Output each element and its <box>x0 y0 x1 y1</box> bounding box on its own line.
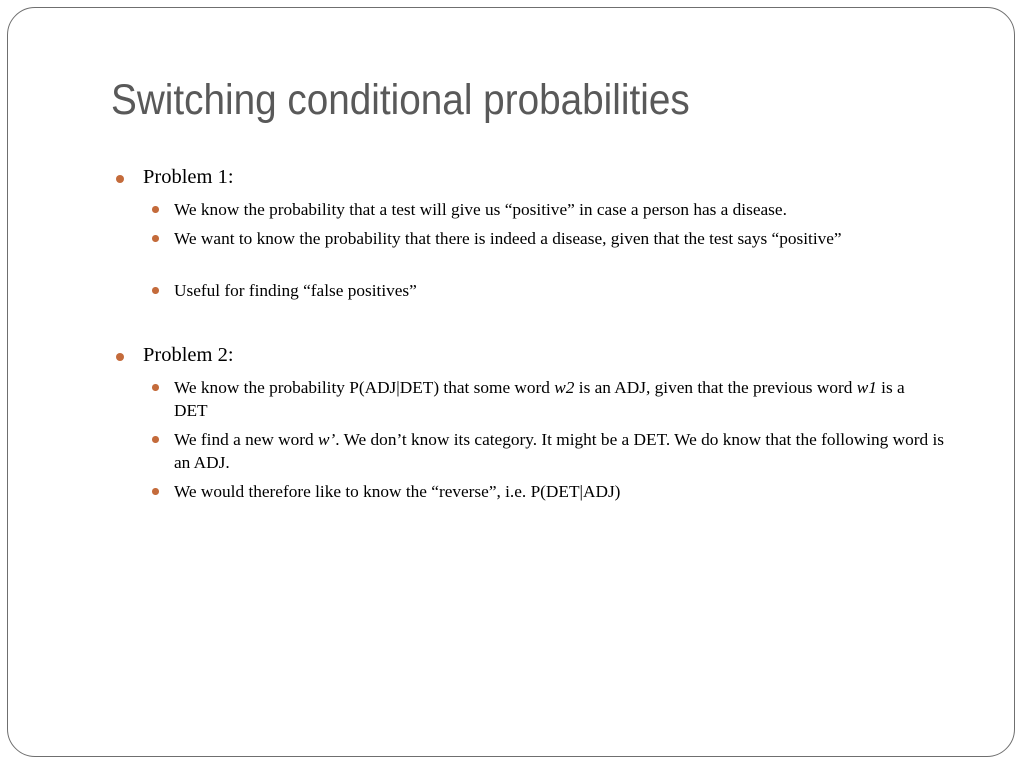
problem-2-heading: Problem 2: <box>143 344 234 366</box>
list-item: We want to know the probability that there is indeed a disease, given that the test says “positive” <box>174 229 842 248</box>
bullet-icon <box>152 287 159 294</box>
list-item: We would therefore like to know the “reverse”, i.e. P(DET|ADJ) <box>174 482 621 501</box>
bullet-icon <box>152 436 159 443</box>
list-item-text: We find a new word <box>174 430 319 449</box>
list-item <box>174 428 964 474</box>
bullet-icon <box>116 353 124 361</box>
variable-w1: w1 <box>856 378 877 397</box>
list-item-text: . We don’t know its category. It might be a DET. We do know that the following word is an ADJ. <box>174 430 944 472</box>
list-item-text: is a DET <box>174 378 905 420</box>
bullet-icon <box>152 488 159 495</box>
bullet-icon <box>152 384 159 391</box>
variable-w2: w2 <box>554 378 575 397</box>
list-item-text: is an ADJ, given that the previous word <box>574 378 857 397</box>
bullet-icon <box>152 235 159 242</box>
list-item-text: We know the probability P(ADJ|DET) that some word <box>174 378 555 397</box>
list-item: We know the probability that a test will give us “positive” in case a person has a disease. <box>174 200 787 219</box>
list-item: Useful for finding “false positives” <box>174 281 417 300</box>
variable-w-prime: w’ <box>318 430 336 449</box>
list-item <box>174 376 914 422</box>
problem-1-heading: Problem 1: <box>143 166 234 188</box>
bullet-icon <box>152 206 159 213</box>
bullet-icon <box>116 175 124 183</box>
slide-title: Switching conditional probabilities <box>111 76 690 124</box>
